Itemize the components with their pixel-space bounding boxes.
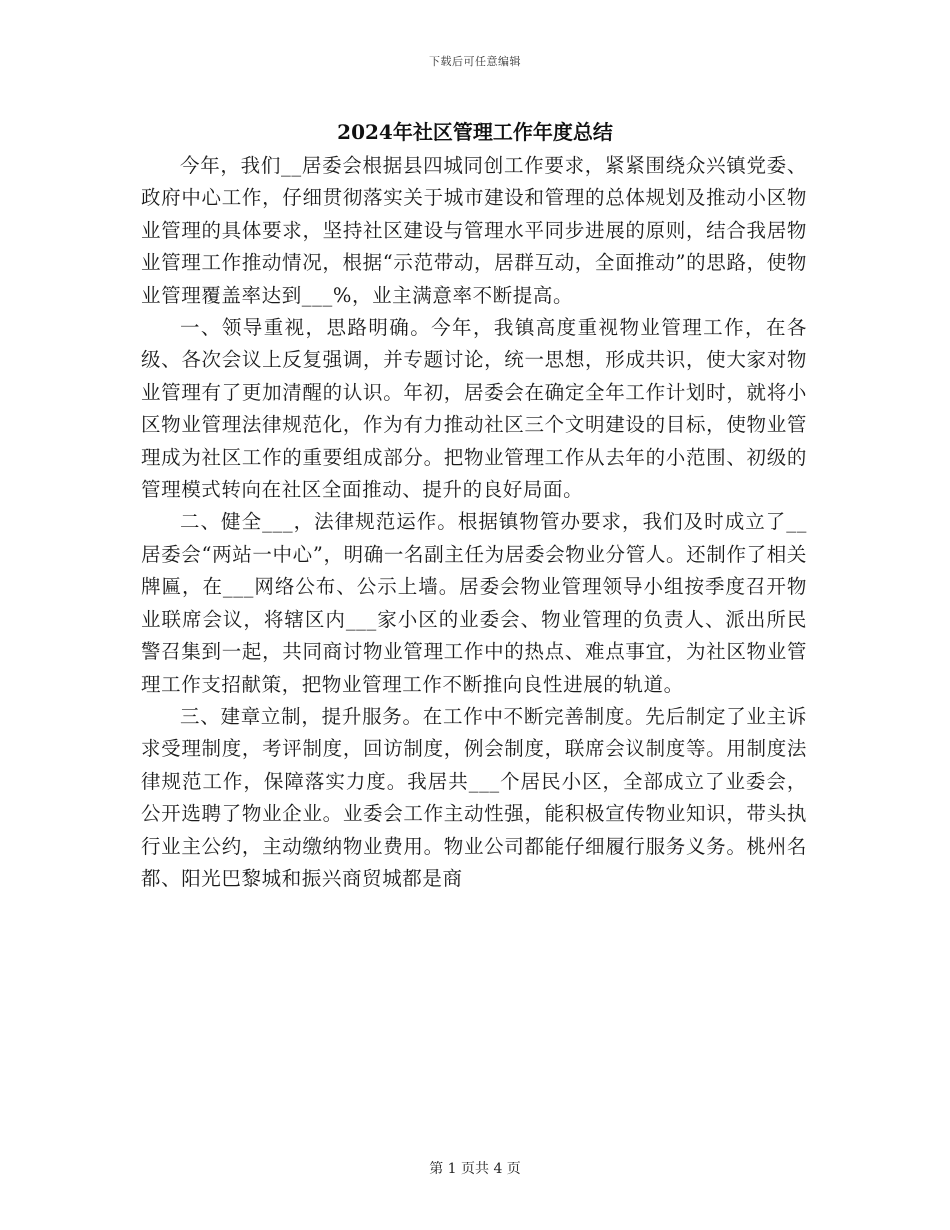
paragraph-section-2: 二、健全___，法律规范运作。根据镇物管办要求，我们及时成立了__居委会“两站一中心”，明确一名副主任为居委会物业分管人。还制作了相关牌匾，在___网络公布、公示上墙。居委会物业管理领导小组按季度召开物业联席会议，将辖区内___家小区的业委会、物业管理的负责人、派出所民警召集到一起，共同商讨物业管理工作中的热点、难点事宜，为社区物业管理工作支招献策，把物业管理工作不断推向良性进展的轨道。 [141,510,807,696]
paragraph-section-1: 一、领导重视，思路明确。今年，我镇高度重视物业管理工作，在各级、各次会议上反复强调，并专题讨论，统一思想，形成共识，使大家对物业管理有了更加清醒的认识。年初，居委会在确定全年工作计划时，就将小区物业管理法律规范化，作为有力推动社区三个文明建设的目标，使物业管理成为社区工作的重要组成部分。把物业管理工作从去年的小范围、初级的管理模式转向在社区全面推动、提升的良好局面。 [141,316,807,502]
document-body [141,150,807,895]
page-footer: 第 1 页共 4 页 [429,1161,521,1177]
header-note: 下载后可任意编辑 [429,55,521,68]
paragraph-section-3: 三、建章立制，提升服务。在工作中不断完善制度。先后制定了业主诉求受理制度，考评制度，回访制度，例会制度，联席会议制度等。用制度法律规范工作，保障落实力度。我居共___个居民小区，全部成立了业委会，公开选聘了物业企业。业委会工作主动性强，能积极宣传物业知识，带头执行业主公约，主动缴纳物业费用。物业公司都能仔细履行服务义务。桃州名都、阳光巴黎城和振兴商贸城都是商 [141,704,807,890]
document-title: 2024年社区管理工作年度总结 [337,120,613,144]
paragraph-intro: 今年，我们__居委会根据县四城同创工作要求，紧紧围绕众兴镇党委、政府中心工作，仔细贯彻落实关于城市建设和管理的总体规划及推动小区物业管理的具体要求，坚持社区建设与管理水平同步进展的原则，结合我居物业管理工作推动情况，根据“示范带动，居群互动，全面推动”的思路，使物业管理覆盖率达到___%，业主满意率不断提高。 [141,154,807,307]
